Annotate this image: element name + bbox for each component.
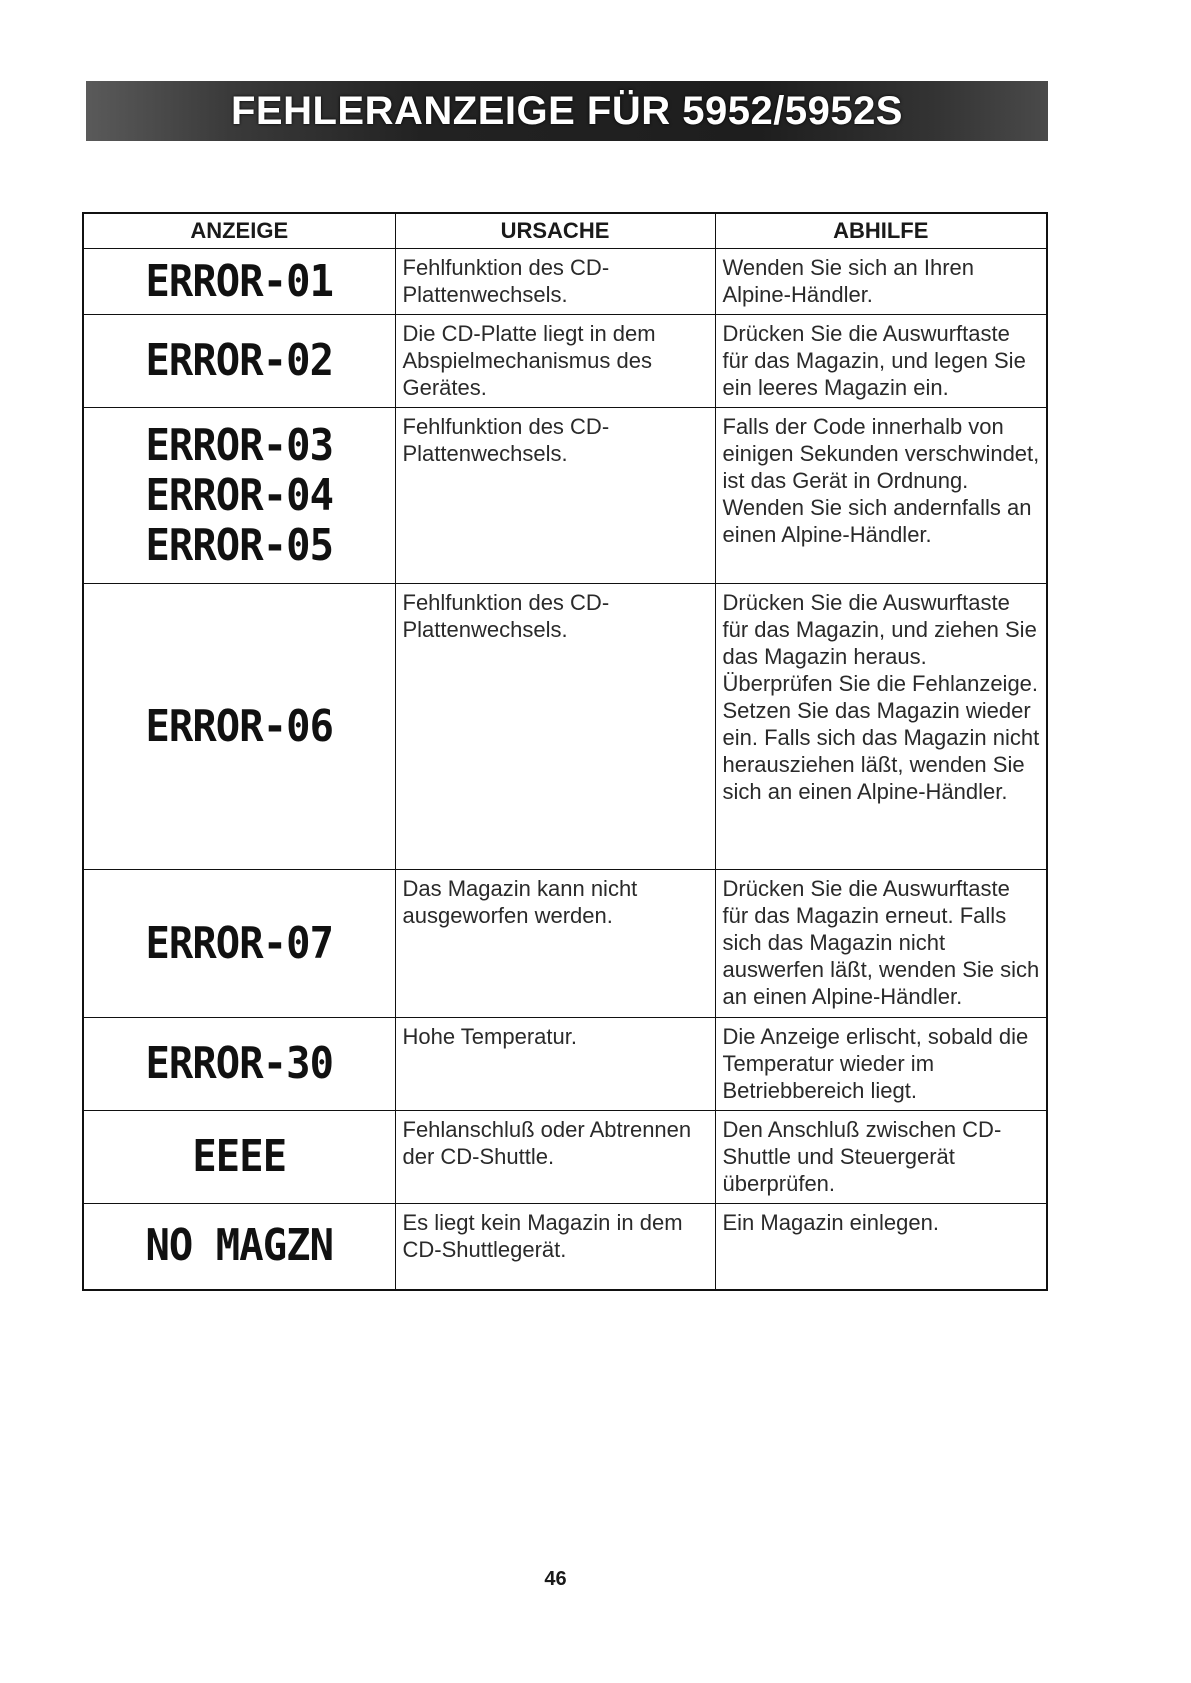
display-code: ERROR-05: [145, 519, 334, 571]
display-code-cell: [83, 1204, 395, 1290]
display-code-cell: [83, 408, 395, 584]
display-code: ERROR-02: [145, 335, 334, 386]
display-code-cell: [83, 870, 395, 1018]
table-row: [83, 870, 1047, 1018]
display-code: ERROR-01: [145, 255, 334, 307]
error-table-container: [82, 212, 1046, 1291]
title-banner: [86, 81, 1048, 141]
table-row: [83, 1018, 1047, 1111]
remedy-cell: Die Anzeige erlischt, sobald die Temperatur wieder im Betriebbereich liegt.: [715, 1018, 1047, 1111]
cause-cell: Fehlanschluß oder Abtrennen der CD-Shuttle.: [395, 1111, 715, 1204]
display-code: EEEE: [192, 1131, 287, 1182]
cause-cell: Das Magazin kann nicht ausgeworfen werden.: [395, 870, 715, 1018]
table-header-row: [83, 213, 1047, 249]
remedy-cell: Drücken Sie die Auswurftaste für das Magazin erneut. Falls sich das Magazin nicht auswerfen läßt, wenden Sie sich an einen Alpine-Händler.: [715, 870, 1047, 1018]
cause-cell: Es liegt kein Magazin in dem CD-Shuttlegerät.: [395, 1204, 715, 1290]
cause-cell: Hohe Temperatur.: [395, 1018, 715, 1111]
header-anzeige: ANZEIGE: [83, 213, 395, 249]
page-number: 46: [544, 1568, 567, 1590]
table-row: [83, 1204, 1047, 1290]
remedy-cell: Falls der Code innerhalb von einigen Sekunden verschwindet, ist das Gerät in Ordnung. Wenden Sie sich andernfalls an einen Alpine-Händler.: [715, 408, 1047, 584]
cause-cell: Fehlfunktion des CD-Plattenwechsels.: [395, 408, 715, 584]
display-code: ERROR-06: [145, 700, 334, 752]
table-row: [83, 249, 1047, 315]
display-code: ERROR-07: [145, 917, 334, 969]
table-row: [83, 584, 1047, 870]
page-title: FEHLERANZEIGE FÜR 5952/5952S: [231, 88, 903, 133]
remedy-cell: Den Anschluß zwischen CD-Shuttle und Steuergerät überprüfen.: [715, 1111, 1047, 1204]
remedy-cell: Wenden Sie sich an Ihren Alpine-Händler.: [715, 249, 1047, 315]
header-ursache: URSACHE: [395, 213, 715, 249]
remedy-cell: Drücken Sie die Auswurftaste für das Magazin, und legen Sie ein leeres Magazin ein.: [715, 315, 1047, 408]
display-code-cell: [83, 1018, 395, 1111]
display-code-cell: [83, 1111, 395, 1204]
cause-cell: Fehlfunktion des CD-Plattenwechsels.: [395, 584, 715, 870]
cause-cell: Die CD-Platte liegt in dem Abspielmechanismus des Gerätes.: [395, 315, 715, 408]
display-code: ERROR-04: [145, 469, 334, 521]
display-code-cell: [83, 584, 395, 870]
display-code-cell: [83, 315, 395, 408]
header-abhilfe: ABHILFE: [715, 213, 1047, 249]
cause-cell: Fehlfunktion des CD-Plattenwechsels.: [395, 249, 715, 315]
remedy-cell: Ein Magazin einlegen.: [715, 1204, 1047, 1290]
display-code: NO MAGZN: [145, 1220, 334, 1272]
remedy-cell: Drücken Sie die Auswurftaste für das Magazin, und ziehen Sie das Magazin heraus. Überprüfen Sie die Fehlanzeige. Setzen Sie das Magazin wieder ein. Falls sich das Magazin nicht herausziehen läßt, wenden Sie sich an einen Alpine-Händler.: [715, 584, 1047, 870]
table-row: [83, 408, 1047, 584]
table-row: [83, 1111, 1047, 1204]
table-row: [83, 315, 1047, 408]
error-table: [82, 212, 1048, 1291]
display-code: ERROR-03: [145, 419, 334, 471]
display-code: ERROR-30: [145, 1038, 334, 1089]
display-code-cell: [83, 249, 395, 315]
